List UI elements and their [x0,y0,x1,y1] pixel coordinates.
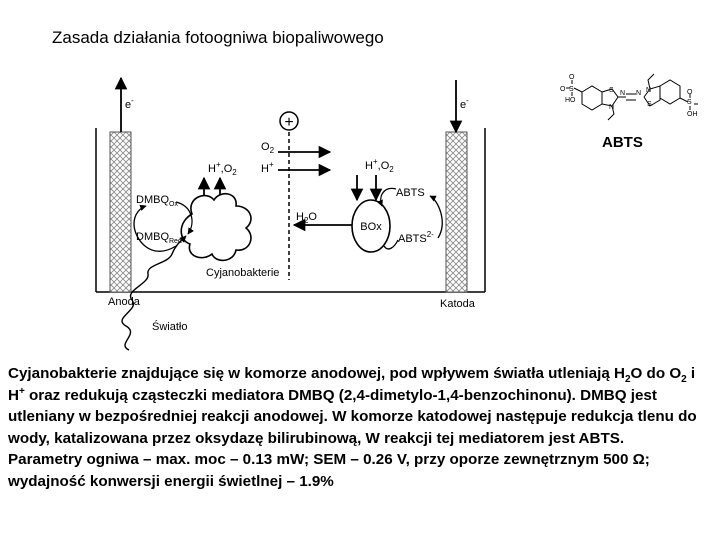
svg-text:S: S [609,87,614,94]
plus-symbol: + [284,114,294,131]
description-text [8,363,716,493]
svg-text:S: S [647,101,652,108]
svg-text:O: O [560,86,566,93]
svg-text:N: N [620,90,626,97]
cathode-label: Katoda [440,298,475,310]
svg-text:O: O [687,89,693,96]
h-plus-crossing-label: H+ [261,160,274,175]
abts-molecule-atoms [560,74,698,118]
svg-text:O: O [569,74,575,81]
description-paragraph-1: Cyjanobakterie znajdujące się w komorze anodowej, pod wpływem światła utleniają $H_2O$ do $O_2$ i H+ oraz redukują cząsteczki mediatora DMBQ (2,4-dimetylo-1,4-benzochinonu). DMBQ jest utleniany w bezpośredniej reakcji anodowej. W komorze katodowej następuje redukcja tlenu do wody, katalizowana przez oksydazę bilirubinową, W reakcji tej mediatorem jest ABTS. [8,365,697,447]
description-paragraph-2: Parametry ogniwa – max. moc – 0.13 mW; SEM – 0.26 V, przy oporze zewnętrznym 500 Ω; wydajność konwersji energii świetlnej – 1.9% [8,451,650,490]
anode-electrode [110,132,131,292]
svg-text:OH: OH [687,111,698,118]
o2-crossing-label: $O_2$ [261,141,275,155]
abts-reduction-arrow [381,188,396,206]
left-products-label: $H^+,O_2$ [208,160,237,177]
cyanobacteria-label: Cyjanobakterie [206,267,280,279]
anode-label: Anoda [108,296,140,308]
svg-text:N: N [636,90,642,97]
svg-text:N: N [609,104,615,111]
electron-label-right: e- [460,96,469,111]
abts-molecule-label: ABTS [602,134,643,151]
right-products-label: $H^+,O_2$ [365,157,394,174]
svg-text:N: N [646,87,652,94]
page-title: Zasada działania fotoogniwa biopaliwowego [52,28,384,47]
svg-text:S: S [569,86,574,93]
electron-label-left: e- [125,96,134,111]
svg-text:S: S [687,99,692,106]
box-label: BOx [360,221,382,233]
abts-red-label: $ABTS^{2-}$ [398,230,434,245]
cathode-electrode [446,132,467,292]
light-label: Światło [152,321,188,333]
abts-molecule-structure [566,74,698,120]
dmbq-red-label: $DMBQ_{Red}$ [136,231,182,245]
h2o-label: $H_2O$ [296,211,317,225]
dmbq-ox-label: $DMBQ_{Ox}$ [136,194,178,208]
abts-ox-label: ABTS [396,187,425,199]
svg-text:HO: HO [565,97,576,104]
